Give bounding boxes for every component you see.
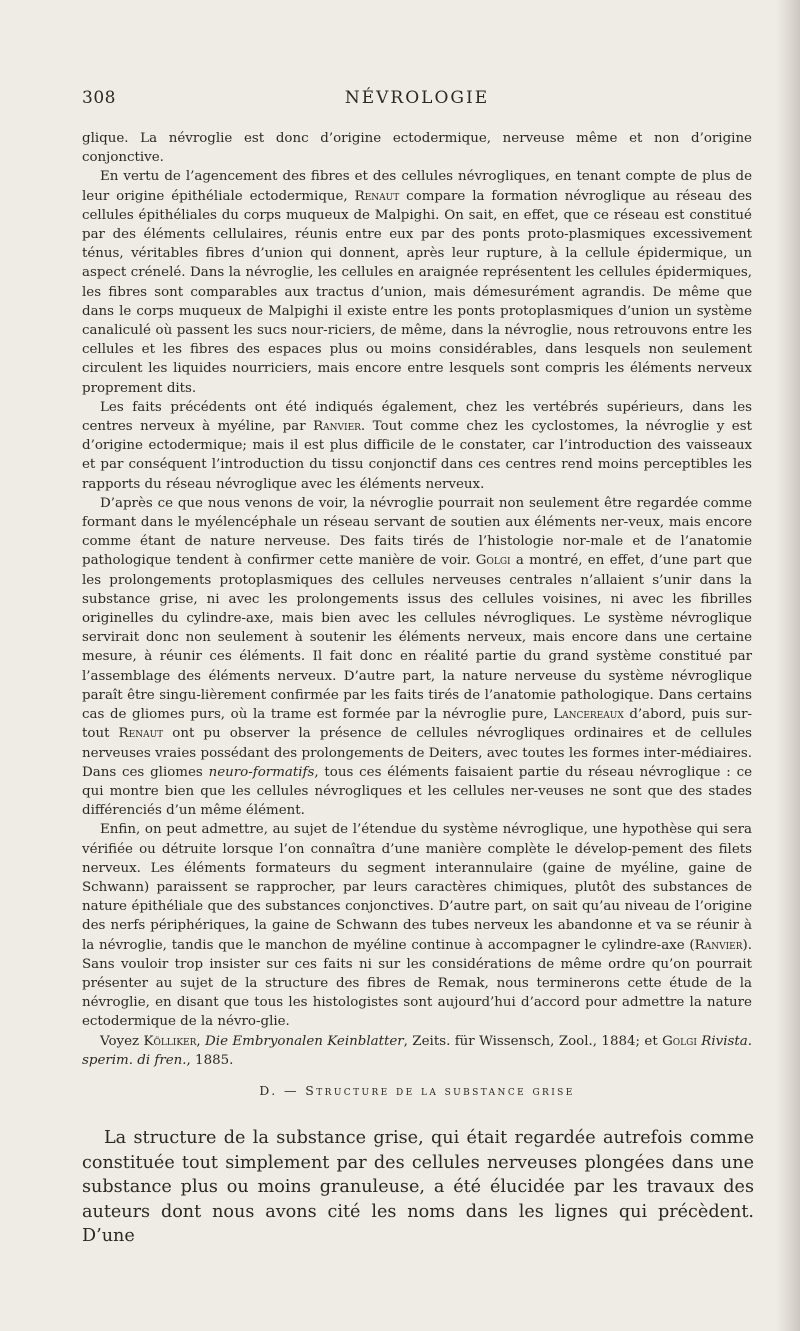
text-run: compare la formation névroglique au réseau des cellules épithéliales du corps muqueux de Malpighi. On sait, en effet, que ce réseau est constitué par des éléments cellulaires, réunis entre eux par des ponts proto-plasmiques excessivement ténus, véritables fibres d’union qui donnent, après leur rupture, à la cellule épidermique, un aspect crénelé. Dans la névroglie, les cellules en araignée représentent les cellules épidermiques, les fibres sont comparables aux tractus d’union, mais démesurément agrandis. De même que dans le corps muqueux de Malpighi il existe entre les ponts protoplasmiques d’union un système canaliculé où passent les sucs nour-riciers, de même, dans la névroglie, nous retrouvons entre les cellules et les fibres des espaces plus ou moins considérables, dans lesquels non seulement circulent les liquides nourriciers, mais encore entre lesquels sont compris les éléments nerveux proprement dits. (82, 188, 752, 396)
author-name: Kölliker (143, 1033, 197, 1049)
paragraph-3 (82, 398, 752, 494)
running-title: NÉVROLOGIE (344, 88, 490, 108)
body-text (82, 129, 752, 1070)
text-run: d’abord, puis sur-tout (82, 707, 752, 742)
page-edge-shadow (776, 0, 800, 1331)
text-run: . Tout comme chez les cyclostomes, la névroglie y est d’origine ectodermique; mais il est plus difficile de le constater, car l’introduction des vaisseaux et par conséquent l’introduction du tissu conjonctif dans ces centres rend moins perceptibles les rapports du réseau névroglique avec les éléments nerveux. (82, 419, 752, 492)
text-run: Les faits précédents ont été indiqués également, chez les vertébrés supérieurs, dans les centres nerveux à myéline, par (82, 399, 752, 435)
paragraph-4 (82, 494, 752, 820)
author-name: Renaut (118, 726, 164, 742)
author-name: Ranvier (313, 419, 361, 435)
text-run: ). Sans vouloir trop insister sur ces faits ni sur les considérations de même ordre qu’on pourrait présenter au sujet de la structure des fibres de Remak, nous terminerons cette étude de la névroglie, en disant que tous les histologistes sont aujourd’hui d’accord pour admettre la nature ectodermique de la névro-glie. (82, 937, 752, 1030)
text-run: , Zeits. für Wissensch, Zool., 1884; et (403, 1033, 663, 1049)
paragraph-6 (82, 1032, 752, 1070)
italic-title: Rivista. sperim. di fren. (82, 1033, 752, 1068)
text-run: Enfin, on peut admettre, au sujet de l’étendue du système névroglique, une hypothèse qui sera vérifiée ou détruite lorsque l’on connaîtra d’une manière complète le dévelop-pement des filets nerveux. Les éléments formateurs du segment interannulaire (gaine de myéline, gaine de Schwann) paraissent se rapprocher, par leurs caractères chimiques, plutôt des substances de nature épithéliale que des substances conjonctives. D’autre part, on sait qu’au niveau de l’origine des nerfs périphériques, la gaine de Schwann des tubes nerveux les abandonne et va se réunir à la névroglie, tandis que le manchon de myéline continue à accompagner le cylindre-axe ( (82, 822, 752, 953)
section-dash: — (284, 1083, 299, 1098)
text-run: Voyez (100, 1033, 144, 1049)
section-title: Structure de la substance grise (305, 1083, 575, 1098)
author-name: Golgi (475, 553, 511, 569)
text-run: ont pu observer la présence de cellules névrogliques ordinaires et de cellules nerveuses vraies possédant des prolongements de Deiters, avec toutes les formes inter-médiaires. Dans ces gliomes (82, 726, 752, 780)
text-run: glique. La névroglie est donc d’origine ectodermique, nerveuse même et non d’origine conjonctive. (82, 131, 752, 166)
page-header (82, 88, 752, 112)
section-letter: D. (259, 1083, 278, 1098)
text-run: , tous ces éléments faisaient partie du réseau névroglique : ce qui montre bien que les cellules névrogliques et les cellules ner-veuses ne sont que des stades différenciés d’un même élément. (82, 764, 753, 819)
page-number: 308 (82, 88, 116, 108)
paragraph-5 (82, 820, 752, 1031)
author-name: Ranvier (694, 937, 743, 953)
section-heading (82, 1083, 752, 1098)
italic-title: Die Embryonalen Keinblatter (205, 1033, 404, 1049)
section-lead-text (82, 1126, 754, 1249)
text-run: En vertu de l’agencement des fibres et des cellules névrogliques, en tenant compte de plus de leur origine épithéliale ectodermique, (82, 169, 752, 204)
text-run: , (196, 1033, 206, 1049)
author-name: Lancereaux (553, 707, 624, 723)
paragraph-1 (82, 129, 752, 167)
italic-title: neuro-formatifs (208, 764, 315, 780)
author-name: Golgi (662, 1033, 697, 1049)
author-name: Renaut (354, 188, 400, 204)
paragraph-2 (82, 167, 752, 397)
text-run: , 1885. (186, 1052, 234, 1068)
text-run: a montré, en effet, d’une part que les prolongements protoplasmiques des cellules nerveuses centrales n’allaient s’unir dans la substance grise, ni avec les prolongements issus des cellules voisines, ni avec les fibrilles originelles du cylindre-axe, mais bien avec les cellules névrogliques. Le système névroglique servirait donc non seulement à soutenir les éléments nerveux, mais encore dans une certaine mesure, à réunir ces éléments. Il fait donc en réalité partie du grand système constitué par l’assemblage des éléments nerveux. D’autre part, la nature nerveuse du système névroglique paraît être singu-lièrement confirmée par les faits tirés de l’anatomie pathologique. Dans certains cas de gliomes purs, où la trame est formée par la névroglie pure, (82, 553, 752, 723)
lead-paragraph: La structure de la substance grise, qui était regardée autrefois comme constituée tout simplement par des cellules nerveuses plongées dans une substance plus ou moins granuleuse, a été élucidée par les travaux des auteurs dont nous avons cité les noms dans les lignes qui précèdent. D’une (82, 1128, 754, 1246)
text-run: D’après ce que nous venons de voir, la névroglie pourrait non seulement être regardée comme formant dans le myélencéphale un réseau servant de soutien aux éléments ner-veux, mais encore comme étant de nature nerveuse. Des faits tirés de l’histologie nor-male et de l’anatomie pathologique tendent à confirmer cette manière de voir. (82, 495, 752, 569)
